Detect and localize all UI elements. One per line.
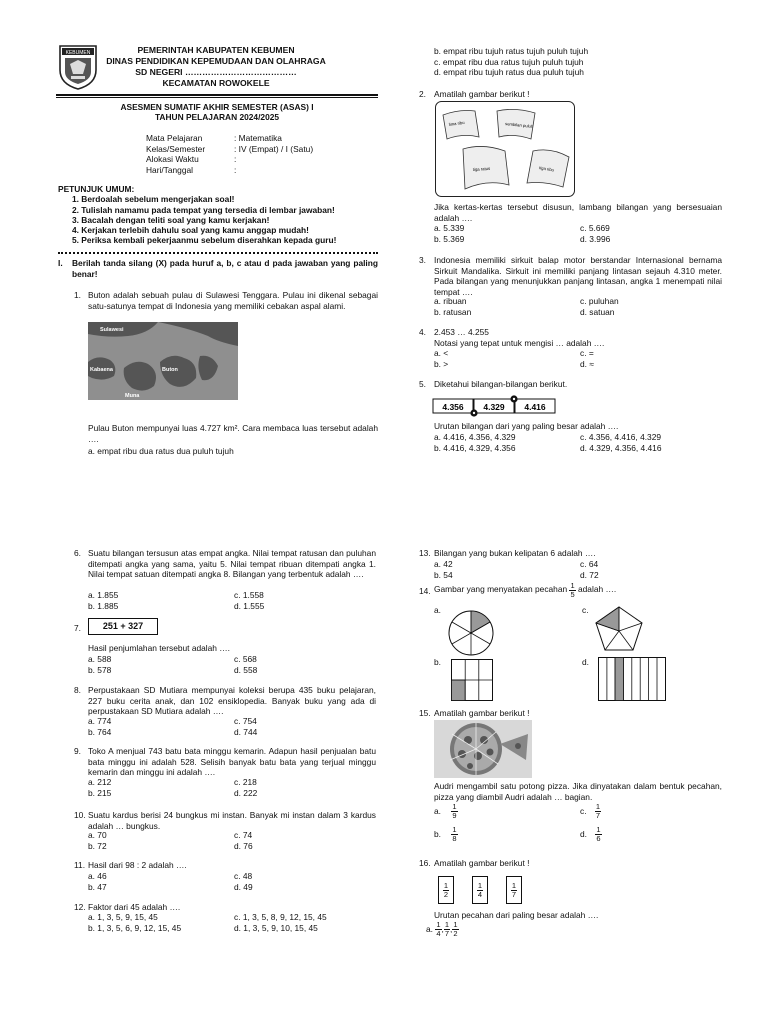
question-text: Jika kertas-kertas tersebut disusun, lambang bilangan yang bersesuaian adalah …. [434, 202, 722, 223]
question-text: Urutan pecahan dari paling besar adalah …. [434, 910, 599, 920]
fraction-denominator: 4 [477, 889, 483, 899]
question-text: adalah …. [577, 584, 617, 595]
question-number: 8. [74, 685, 81, 695]
header-line-4: KECAMATAN ROWOKELE [162, 78, 270, 88]
option-d[interactable]: d. empat ribu tujuh ratus dua puluh tujuh [434, 67, 584, 77]
question-text: Urutan bilangan dari yang paling besar adalah …. [434, 421, 619, 431]
option-b[interactable]: b. 1, 3, 5, 6, 9, 12, 15, 45 [88, 922, 182, 933]
option-d[interactable]: d. 558 [234, 664, 258, 675]
fraction-numerator: 1 [511, 881, 517, 890]
option-a[interactable]: a. 5.339 [434, 223, 465, 233]
exam-fields [146, 133, 366, 175]
question-text: Toko A menjual 743 batu bata minggu kemarin. Adapun hasil penjualan batu bata minggu ini adalah 528. Selisih banyak batu bata yang terjual minggu kemarin dan minggu ini adalah …. [88, 746, 376, 777]
option-a[interactable]: a. ribuan [434, 296, 467, 306]
fraction-card [506, 876, 522, 904]
option-label: a. [434, 805, 441, 816]
question-number: 13. [419, 548, 431, 558]
instruction-item: 1. Berdoalah sebelum mengerjakan soal! [72, 194, 235, 205]
instructions-title: PETUNJUK UMUM: [58, 184, 135, 194]
field-label: Kelas/Semester [146, 143, 206, 154]
pentagon-fraction-figure[interactable] [594, 605, 644, 653]
option-b[interactable]: b. 1.885 [88, 600, 119, 611]
option-b[interactable]: b. ratusan [434, 306, 472, 317]
option-a[interactable]: a. 42 [434, 559, 453, 569]
addition-box: 251 + 327 [88, 618, 158, 635]
question-number: 12. [74, 902, 86, 912]
puzzle-number: 4.356 [442, 402, 464, 412]
question-text: Pulau Buton mempunyai luas 4.727 km². Cara membaca luas tersebut adalah …. [88, 423, 378, 444]
question-number: 5. [419, 379, 426, 389]
logo-text: KEBUMEN [65, 50, 91, 56]
fraction-numerator: 1 [595, 802, 601, 811]
option-label: a. [426, 923, 433, 934]
option-d[interactable]: d. 76 [234, 840, 253, 851]
option-b[interactable]: b. 72 [88, 840, 107, 851]
fraction-numerator: 1 [453, 920, 458, 929]
question-text: Buton adalah sebuah pulau di Sulawesi Tenggara. Pulau ini dikenal sebagai satu-satunya tempat di Indonesia yang memiliki cebakan aspal alami. [88, 290, 378, 311]
map-label-sulawesi: Sulawesi [100, 327, 124, 333]
question-text: Amatilah gambar berikut ! [434, 708, 530, 718]
fraction-denominator: 5 [570, 589, 575, 599]
option-a[interactable]: a. 1, 3, 5, 9, 15, 45 [88, 912, 158, 922]
fraction-numerator: 1 [452, 802, 457, 811]
fraction-denominator: 4 [436, 928, 441, 938]
option-c[interactable]: c. 48 [234, 871, 253, 881]
fraction [451, 803, 457, 819]
option-b[interactable]: b. > [434, 358, 449, 369]
option-d[interactable]: d. satuan [580, 306, 615, 317]
field-value: : [234, 164, 237, 175]
question-text: Audri mengambil satu potong pizza. Jika dinyatakan dalam bentuk pecahan, pizza yang diambil Audri adalah … bagian. [434, 781, 722, 802]
option-a[interactable]: a. 4.416, 4.356, 4.329 [434, 432, 516, 442]
instruction-item: 4. Kerjakan terlebih dahulu soal yang kamu anggap mudah! [72, 225, 309, 236]
option-d[interactable]: d. ≈ [580, 358, 594, 369]
option-d[interactable]: d. 4.329, 4.356, 4.416 [580, 442, 662, 453]
map-label-buton: Buton [162, 367, 178, 373]
option-b[interactable] [434, 826, 458, 842]
field-label: Mata Pelajaran [146, 133, 203, 143]
map-label-muna: Muna [125, 393, 140, 399]
question-text: Faktor dari 45 adalah …. [88, 902, 181, 912]
question-number: 11. [74, 860, 86, 870]
option-c[interactable]: c. 218 [234, 777, 257, 787]
fraction-numerator: 1 [443, 881, 449, 890]
question-number: 4. [419, 327, 426, 337]
field-label: Hari/Tanggal [146, 164, 194, 175]
option-d[interactable]: d. 1.555 [234, 600, 265, 611]
fraction-denominator: 2 [443, 889, 449, 899]
option-c[interactable] [580, 803, 601, 819]
question-text: Hasil penjumlahan tersebut adalah …. [88, 643, 230, 653]
option-a-label[interactable]: a. [434, 605, 441, 615]
school-logo [58, 44, 98, 90]
option-d[interactable]: d. 72 [580, 569, 599, 580]
question-text: Notasi yang tepat untuk mengisi … adalah …. [434, 337, 605, 348]
option-b[interactable]: b. 5.369 [434, 233, 465, 244]
fraction-numerator: 1 [436, 920, 441, 929]
option-a[interactable]: a. 212 [88, 777, 112, 787]
square-grid-fraction-figure[interactable] [451, 659, 493, 701]
option-a[interactable]: a. 1.855 [88, 590, 119, 600]
fraction [595, 803, 601, 819]
header-line-3: SD NEGERI ………………………………… [135, 67, 297, 77]
question-text: Suatu kardus berisi 24 bungkus mi instan. Banyak mi instan dalam 3 kardus adalah … bungkus. [88, 810, 376, 831]
question-number: 15. [419, 708, 431, 718]
option-c[interactable]: c. = [580, 348, 594, 358]
option-a[interactable] [434, 803, 458, 819]
option-a[interactable]: a. empat ribu dua ratus dua puluh tujuh [88, 446, 234, 456]
header-divider-thin [56, 97, 378, 98]
fraction-numerator: 1 [444, 920, 449, 929]
option-c-label[interactable]: c. [582, 605, 589, 615]
option-c[interactable]: c. 1, 3, 5, 8, 9, 12, 15, 45 [234, 912, 327, 922]
option-a[interactable]: a. 46 [88, 871, 107, 881]
fraction-numerator: 1 [596, 825, 601, 834]
option-d[interactable]: d. 49 [234, 881, 253, 892]
question-number: 7. [74, 623, 81, 633]
option-label: c. [580, 805, 587, 816]
paper-text: sembilan puluh [504, 121, 534, 129]
field-value: : IV (Empat) / I (Satu) [234, 143, 314, 154]
field-value: : [234, 154, 237, 164]
instruction-item: 5. Periksa kembali pekerjaanmu sebelum diserahkan kepada guru! [72, 235, 337, 246]
fraction-card [472, 876, 488, 904]
option-b-label[interactable]: b. [434, 657, 441, 667]
question-text: Hasil dari 98 : 2 adalah …. [88, 860, 187, 870]
question-text: Indonesia memiliki sirkuit balap motor berstandar Internasional bernama Sirkuit Mandalika. Sirkuit ini memiliki panjang lintasan sejauh 4.310 meter. Pada bilangan yang menunjukkan panjang lintasan, angka 1 menempati nilai tempat …. [434, 255, 722, 297]
question-text: Amatilah gambar berikut ! [434, 858, 530, 868]
paper-text: tiga ratus [472, 165, 491, 172]
question-text: Perpustakaan SD Mutiara mempunyai koleksi berupa 435 buku pelajaran, 227 buku cerita anak, dan 102 ensiklopedia. Banyak buku yang ada di perpustakaan SD Mutiara adalah …. [88, 685, 376, 716]
option-c[interactable]: c. 754 [234, 716, 257, 726]
pizza-figure [434, 720, 532, 778]
option-label: d. [580, 828, 587, 839]
question-number: 9. [74, 746, 81, 756]
option-d[interactable]: d. 222 [234, 787, 258, 798]
fraction-denominator: 7 [511, 889, 517, 899]
option-c[interactable]: c. 74 [234, 830, 253, 840]
option-a[interactable]: a. 70 [88, 830, 107, 840]
section-instruction: Berilah tanda silang (X) pada huruf a, b, c atau d pada jawaban yang paling benar! [72, 258, 378, 279]
option-label: b. [434, 828, 441, 839]
exam-year: TAHUN PELAJARAN 2024/2025 [154, 112, 280, 122]
field-label: Alokasi Waktu [146, 154, 199, 164]
fraction-denominator: 8 [452, 833, 457, 843]
paper-text: lima ribu [448, 119, 465, 127]
fraction-denominator: 7 [595, 810, 601, 820]
option-b[interactable]: b. 47 [88, 881, 107, 892]
option-b[interactable]: b. 578 [88, 664, 112, 675]
section-number: I. [58, 258, 63, 268]
dotted-divider [58, 252, 378, 254]
option-c[interactable]: c. 1.558 [234, 590, 264, 600]
puzzle-number: 4.329 [483, 402, 505, 412]
fraction-denominator: 9 [452, 810, 457, 820]
option-d-label[interactable]: d. [582, 657, 589, 667]
instruction-item: 3. Bacalah dengan teliti soal yang kamu kerjakan! [72, 214, 270, 225]
option-c[interactable]: c. 5.669 [580, 223, 610, 233]
option-a[interactable]: a. $\frac{1}{4}$ , $\frac{1}{7}$ , $\frac{1}{2}$ [426, 920, 458, 938]
option-d[interactable] [580, 826, 602, 842]
option-c[interactable]: c. puluhan [580, 296, 619, 306]
option-d[interactable]: d. 3.996 [580, 233, 611, 244]
option-a[interactable]: a. 588 [88, 654, 112, 664]
option-c[interactable]: c. 568 [234, 654, 257, 664]
fraction [452, 921, 458, 937]
header-line-2: DINAS PENDIDIKAN KEPEMUDAAN DAN OLAHRAGA [106, 56, 326, 66]
fraction-numerator: 1 [477, 881, 483, 890]
option-b[interactable]: b. empat ribu tujuh ratus tujuh puluh tujuh [434, 46, 589, 56]
option-c[interactable]: c. empat ribu dua ratus tujuh puluh tujuh [434, 56, 584, 67]
fraction-denominator: 7 [444, 928, 449, 938]
option-b[interactable]: b. 54 [434, 569, 453, 580]
fraction-numerator: 1 [570, 581, 575, 590]
question-number: 2. [419, 89, 426, 99]
option-c[interactable]: c. 4.356, 4.416, 4.329 [580, 432, 662, 442]
option-b[interactable]: b. 764 [88, 726, 112, 737]
question-number: 10. [74, 810, 86, 820]
header-divider [56, 94, 378, 96]
option-c[interactable]: c. 64 [580, 559, 599, 569]
instruction-item: 2. Tulislah namamu pada tempat yang tersedia di lembar jawaban! [72, 204, 335, 215]
question-number: 14. [419, 586, 431, 596]
question-number: 1. [74, 290, 81, 300]
fraction-denominator: 2 [453, 928, 458, 938]
question-number: 3. [419, 255, 426, 265]
fraction [451, 826, 457, 842]
fraction-numerator: 1 [452, 825, 457, 834]
exam-title: ASESMEN SUMATIF AKHIR SEMESTER (ASAS) I [120, 102, 314, 112]
question-number: 16. [419, 858, 431, 868]
option-d[interactable]: d. 744 [234, 726, 258, 737]
paper-text: tiga ribu [538, 165, 555, 173]
fraction [595, 826, 601, 842]
fraction-denominator: 6 [596, 833, 601, 843]
option-b[interactable]: b. 215 [88, 787, 112, 798]
paper-pieces-figure [435, 101, 575, 197]
question-text: 2.453 … 4.255 [434, 327, 489, 337]
number-puzzle-figure [432, 393, 556, 419]
option-d[interactable]: d. 1, 3, 5, 9, 10, 15, 45 [234, 922, 318, 933]
buton-map [88, 322, 238, 400]
option-a[interactable]: a. < [434, 348, 449, 358]
circle-fraction-figure[interactable] [447, 609, 495, 657]
question-text: Amatilah gambar berikut ! [434, 89, 530, 99]
question-text: Gambar yang menyatakan pecahan [434, 584, 568, 595]
question-text: Diketahui bilangan-bilangan berikut. [434, 379, 568, 389]
puzzle-number: 4.416 [524, 402, 546, 412]
question-text: Bilangan yang bukan kelipatan 6 adalah …. [434, 548, 596, 558]
header-line-1: PEMERINTAH KABUPATEN KEBUMEN [137, 45, 295, 55]
question-text: Suatu bilangan tersusun atas empat angka. Nilai tempat ratusan dan puluhan ditempati angka yang sama, yaitu 5. Nilai tempat ribuan ditempati angka 1. Nilai tempat satuan ditempati angka 8. Bilangan yang terbentuk adalah …. [88, 548, 376, 579]
fraction [569, 582, 575, 598]
field-value: : Matematika [234, 133, 282, 143]
option-a[interactable]: a. 774 [88, 716, 112, 726]
map-label-kabaena: Kabaena [90, 367, 113, 373]
fraction-card [438, 876, 454, 904]
question-number: 6. [74, 548, 81, 558]
option-b[interactable]: b. 4.416, 4.329, 4.356 [434, 442, 516, 453]
bar-fraction-figure[interactable] [598, 657, 666, 701]
